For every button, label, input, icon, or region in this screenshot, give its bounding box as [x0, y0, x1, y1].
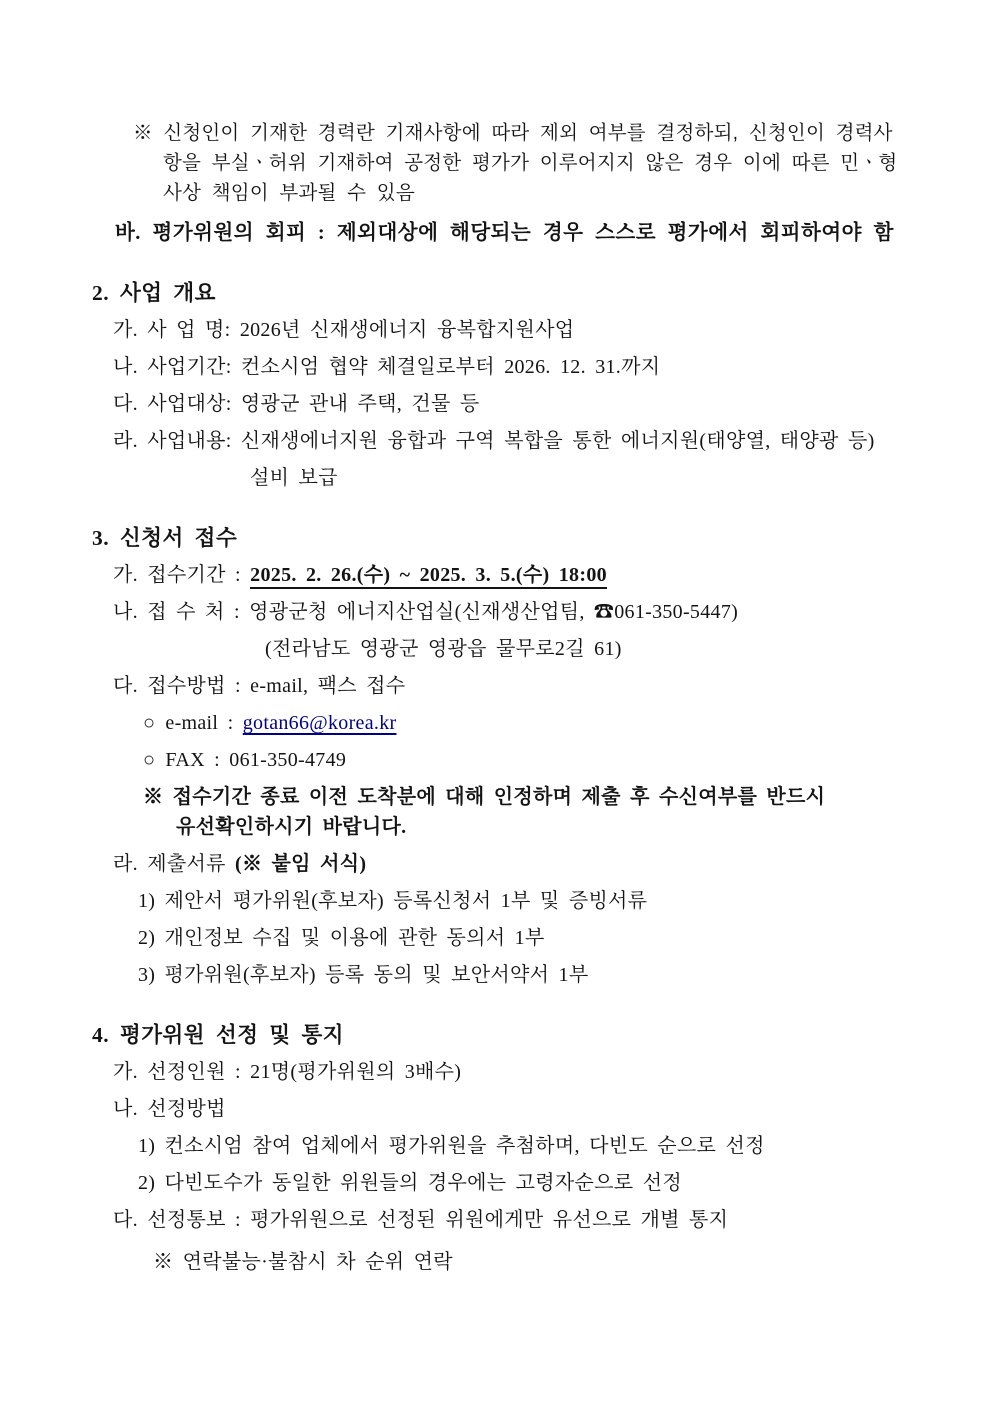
selection-notify-line: 다. 선정통보 : 평가위원으로 선정된 위원에게만 유선으로 개별 통지 [113, 1209, 729, 1231]
application-period-line [113, 562, 912, 588]
circle-bullet-icon: ○ [143, 712, 156, 734]
recusal-note: 바. 평가위원의 회피 : 제외대상에 해당되는 경우 스스로 평가에서 회피하여야 함 [115, 222, 894, 244]
section-2-item-target: 다. 사업대상: 영광군 관내 주택, 건물 등 [113, 393, 480, 415]
selection-method-label: 나. 선정방법 [113, 1098, 226, 1120]
reception-office-address: (전라남도 영광군 영광읍 물무로2길 61) [265, 638, 622, 660]
circle-bullet-icon: ○ [143, 749, 156, 771]
top-caution-note [92, 118, 912, 208]
submission-docs-attachment-note: (※ 붙임 서식) [235, 853, 367, 875]
reception-office-line: 나. 접 수 처 : 영광군청 에너지산업실(신재생산업팀, ☎061-350-5447) [113, 601, 739, 623]
docs-item-2: 2) 개인정보 수집 및 이용에 관한 동의서 1부 [138, 927, 545, 949]
reception-notice-line-1: ※ 접수기간 종료 이전 도착분에 대해 인정하며 제출 후 수신여부를 반드시 [143, 786, 826, 808]
application-period-label: 가. 접수기간 : [113, 564, 251, 586]
section-2-item-period: 나. 사업기간: 컨소시엄 협약 체결일로부터 2026. 12. 31.까지 [113, 356, 661, 378]
top-note-line-2: 항을 부실ㆍ허위 기재하여 공정한 평가가 이루어지지 않은 경우 이에 따른 민ㆍ형 [163, 152, 898, 174]
reception-notice-line-2: 유선확인하시기 바랍니다. [176, 816, 407, 838]
fax-number: FAX : 061-350-4749 [165, 749, 347, 771]
contact-fallback-note: ※ 연락불능·불참시 차 순위 연락 [153, 1251, 453, 1273]
selection-method-item-1: 1) 컨소시엄 참여 업체에서 평가위원을 추첨하며, 다빈도 순으로 선정 [138, 1135, 765, 1157]
selection-count-line: 가. 선정인원 : 21명(평가위원의 3배수) [113, 1061, 462, 1083]
section-2-item-name: 가. 사 업 명: 2026년 신재생에너지 융복합지원사업 [113, 319, 575, 341]
email-label: e-mail : [165, 712, 243, 734]
section-2-item-content-cont: 설비 보급 [250, 467, 338, 489]
fax-line [143, 747, 912, 773]
docs-item-1: 1) 제안서 평가위원(후보자) 등록신청서 1부 및 증빙서류 [138, 890, 648, 912]
application-period-value: 2025. 2. 26.(수) ~ 2025. 3. 5.(수) 18:00 [250, 564, 607, 589]
top-note-line-3: 사상 책임이 부과될 수 있음 [163, 182, 415, 204]
top-note-line-1: ※ 신청인이 기재한 경력란 기재사항에 따라 제외 여부를 결정하되, 신청인이 경력사 [133, 122, 893, 144]
section-4-heading: 4. 평가위원 선정 및 통지 [92, 1023, 345, 1047]
docs-item-3: 3) 평가위원(후보자) 등록 동의 및 보안서약서 1부 [138, 964, 589, 986]
submission-docs-line [113, 851, 912, 877]
section-2-item-content: 라. 사업내용: 신재생에너지원 융합과 구역 복합을 통한 에너지원(태양열, 태양광 등) [113, 430, 875, 452]
selection-method-item-2: 2) 다빈도수가 동일한 위원들의 경우에는 고령자순으로 선정 [138, 1172, 682, 1194]
submission-docs-label: 라. 제출서류 [113, 853, 235, 875]
section-2-heading: 2. 사업 개요 [92, 281, 216, 305]
email-link[interactable]: gotan66@korea.kr [242, 712, 397, 734]
section-3-heading: 3. 신청서 접수 [92, 526, 238, 550]
reception-method-line: 다. 접수방법 : e-mail, 팩스 접수 [113, 675, 406, 697]
email-line [143, 710, 912, 736]
